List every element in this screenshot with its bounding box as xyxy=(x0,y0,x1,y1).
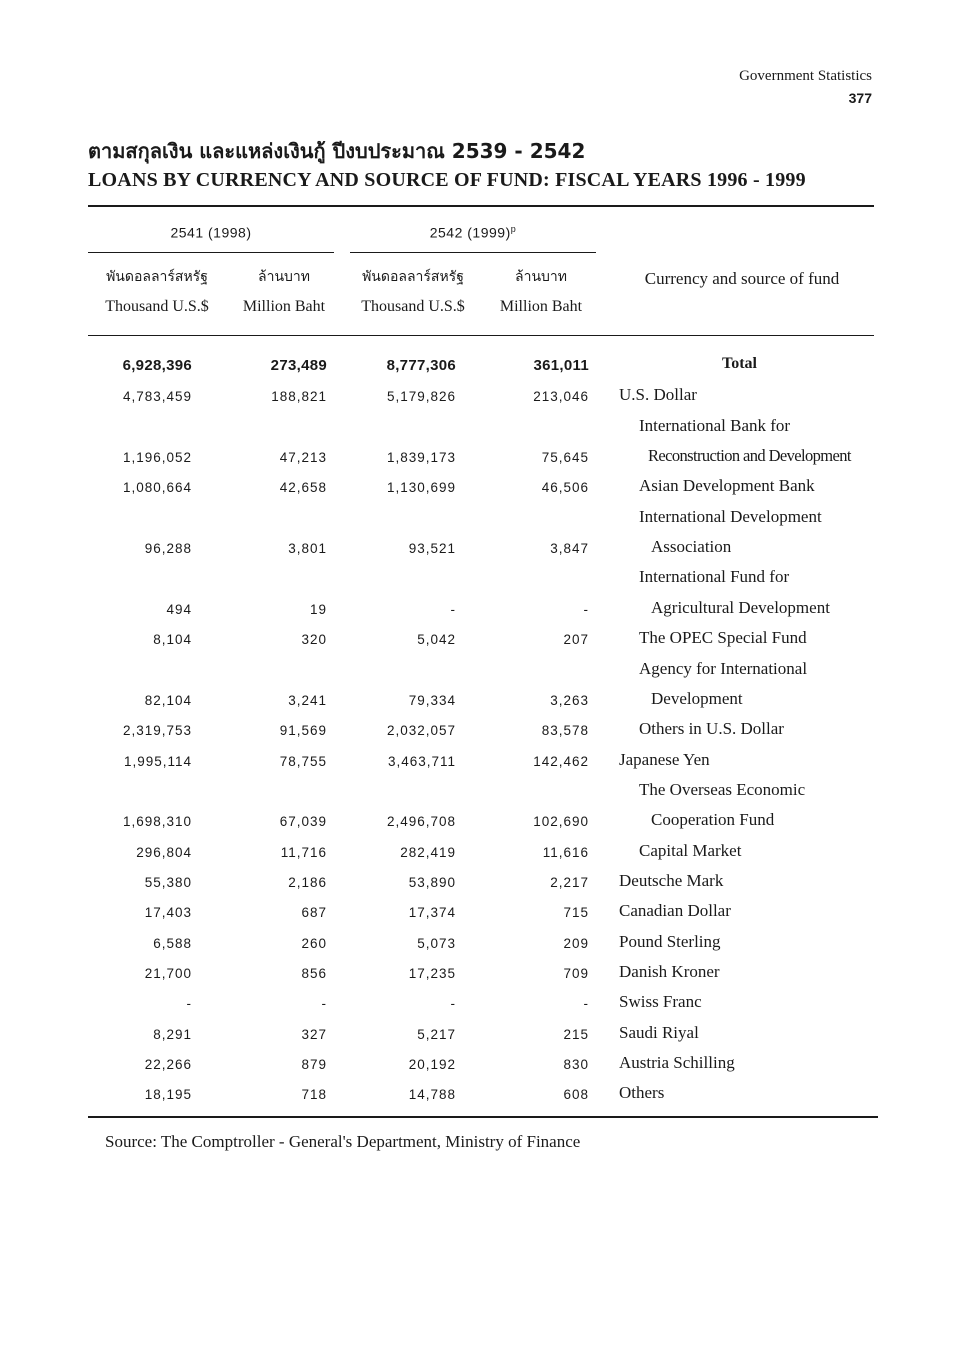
table-row-label: Agricultural Development xyxy=(651,598,830,617)
table-cell-value: 207 xyxy=(563,632,589,647)
table-cell-value: 3,263 xyxy=(550,693,589,708)
table-cell-value: 608 xyxy=(563,1087,589,1102)
table-row-label: International Bank for xyxy=(639,416,791,435)
table-cell-value: 46,506 xyxy=(541,480,589,495)
table-cell-value: - xyxy=(186,996,192,1011)
table-cell-value: 1,995,114 xyxy=(123,754,192,769)
table-cell-value: 5,179,826 xyxy=(386,389,456,404)
table-cell-value: 14,788 xyxy=(408,1087,456,1102)
table-cell-value: 3,241 xyxy=(288,693,327,708)
table-row-label: Japanese Yen xyxy=(619,750,710,769)
table-cell-value: 83,578 xyxy=(541,723,589,738)
table-row-label: Deutsche Mark xyxy=(619,871,724,890)
table-cell-value: 47,213 xyxy=(279,450,327,465)
table-cell-value: 6,588 xyxy=(153,936,192,951)
table-cell-value: 53,890 xyxy=(408,875,456,890)
table-cell-value: 282,419 xyxy=(400,845,456,860)
table-cell-value: 5,042 xyxy=(417,632,456,647)
table-row-label: Development xyxy=(651,689,743,708)
table-cell-value: 1,839,173 xyxy=(386,450,456,465)
table-row-label: Association xyxy=(651,537,732,556)
table-cell-value: 17,235 xyxy=(408,966,456,981)
table-cell-value: 21,700 xyxy=(144,966,192,981)
table-cell-value: 142,462 xyxy=(533,754,589,769)
table-row-label-total: Total xyxy=(722,355,757,372)
table-cell-value: 11,716 xyxy=(280,845,327,860)
table-cell-value: - xyxy=(450,996,456,1011)
table-cell-value: 320 xyxy=(301,632,327,647)
year-label: 2542 (1999) xyxy=(429,224,511,241)
header-body-rule xyxy=(88,335,874,336)
column-header-thai: ล้านบาท xyxy=(515,269,567,285)
year-group-header-1998 xyxy=(88,224,334,241)
table-cell-value: 718 xyxy=(301,1087,327,1102)
table-cell-value: 361,011 xyxy=(533,357,589,374)
table-cell-value: 1,080,664 xyxy=(122,480,192,495)
table-cell-value: 8,104 xyxy=(153,632,192,647)
table-cell-value: 3,463,711 xyxy=(387,754,456,769)
table-cell-value: - xyxy=(321,996,327,1011)
table-cell-value: 5,217 xyxy=(417,1027,456,1042)
table-row-label: Others xyxy=(619,1083,665,1102)
table-row-label: Austria Schilling xyxy=(619,1053,735,1072)
source-note: Source: The Comptroller - General's Department, Ministry of Finance xyxy=(105,1132,581,1151)
column-header-million-baht-1999 xyxy=(482,262,600,322)
column-header-thai: พันดอลลาร์สหรัฐ xyxy=(106,269,208,285)
table-cell-value: 709 xyxy=(563,966,589,981)
column-header-thousand-usd-1999 xyxy=(346,262,480,322)
table-cell-value: 79,334 xyxy=(408,693,456,708)
table-row-label: International Fund for xyxy=(639,567,790,586)
column-header-english: Thousand U.S.$ xyxy=(105,298,209,315)
table-cell-value: 42,658 xyxy=(279,480,327,495)
column-header-thousand-usd-1998 xyxy=(86,262,228,322)
page-number: 377 xyxy=(848,90,872,106)
table-cell-value: 17,374 xyxy=(408,905,456,920)
table-cell-value: 67,039 xyxy=(279,814,327,829)
table-cell-value: 296,804 xyxy=(136,845,192,860)
table-cell-value: 82,104 xyxy=(144,693,192,708)
table-title-thai: ตามสกุลเงิน และแหล่งเงินกู้ ปีงบประมาณ 2539 - 2542 xyxy=(88,139,586,163)
table-cell-value: 1,130,699 xyxy=(386,480,456,495)
running-header-title: Government Statistics xyxy=(739,68,872,84)
table-row-label: Others in U.S. Dollar xyxy=(639,719,784,738)
table-cell-value: 1,698,310 xyxy=(122,814,192,829)
table-cell-value: - xyxy=(583,996,589,1011)
table-row-label: Canadian Dollar xyxy=(619,901,731,920)
table-cell-value: 213,046 xyxy=(533,389,589,404)
table-cell-value: 19 xyxy=(309,602,327,617)
preliminary-marker: p xyxy=(510,224,517,234)
table-row-label: Agency for International xyxy=(639,659,808,678)
table-top-rule xyxy=(88,205,874,207)
table-row-label: Reconstruction and Development xyxy=(648,446,851,465)
table-row-label: Saudi Riyal xyxy=(619,1023,699,1042)
table-cell-value: 2,496,708 xyxy=(386,814,456,829)
table-row-label: Swiss Franc xyxy=(619,992,702,1011)
table-cell-value: - xyxy=(450,602,456,617)
table-row-label: Capital Market xyxy=(639,841,742,860)
column-header-currency-source: Currency and source of fund xyxy=(644,269,840,288)
table-cell-value: 55,380 xyxy=(144,875,192,890)
table-cell-value: 78,755 xyxy=(279,754,327,769)
column-header-thai: ล้านบาท xyxy=(258,269,310,285)
table-cell-value: 2,319,753 xyxy=(122,723,192,738)
table-cell-value: 96,288 xyxy=(144,541,192,556)
table-cell-value: 22,266 xyxy=(144,1057,192,1072)
table-cell-value: 830 xyxy=(563,1057,589,1072)
table-cell-value: 17,403 xyxy=(144,905,192,920)
column-header-million-baht-1998 xyxy=(228,262,340,322)
table-cell-value: 1,196,052 xyxy=(122,450,192,465)
table-row-label: Danish Kroner xyxy=(619,962,720,981)
table-cell-value: 75,645 xyxy=(541,450,589,465)
table-cell-value: 209 xyxy=(563,936,589,951)
table-cell-value: 8,291 xyxy=(153,1027,192,1042)
table-row-label: Pound Sterling xyxy=(619,932,721,951)
table-bottom-rule xyxy=(88,1116,878,1118)
year-group-header-1999 xyxy=(350,224,596,241)
table-cell-value: 6,928,396 xyxy=(122,357,192,374)
table-cell-value: 91,569 xyxy=(279,723,327,738)
table-row-label: Asian Development Bank xyxy=(639,476,815,495)
table-cell-value: 93,521 xyxy=(408,541,456,556)
table-cell-value: 3,847 xyxy=(550,541,589,556)
table-cell-value: 2,217 xyxy=(550,875,589,890)
year-label: 2541 (1998) xyxy=(170,224,252,241)
table-cell-value: 2,032,057 xyxy=(386,723,456,738)
table-cell-value: 8,777,306 xyxy=(386,357,456,374)
table-cell-value: 687 xyxy=(301,905,327,920)
table-cell-value: 5,073 xyxy=(417,936,456,951)
column-header-english: Million Baht xyxy=(499,298,583,315)
table-cell-value: 494 xyxy=(166,602,192,617)
table-cell-value: 856 xyxy=(301,966,327,981)
year-group-rule-1999 xyxy=(350,252,596,253)
year-group-rule-1998 xyxy=(88,252,334,253)
table-cell-value: 102,690 xyxy=(533,814,589,829)
table-row-label: The OPEC Special Fund xyxy=(639,628,807,647)
table-cell-value: 715 xyxy=(563,905,589,920)
table-row-label: The Overseas Economic xyxy=(639,780,806,799)
table-cell-value: 327 xyxy=(301,1027,327,1042)
table-cell-value: 3,801 xyxy=(288,541,327,556)
table-title-english: LOANS BY CURRENCY AND SOURCE OF FUND: FISCAL YEARS 1996 - 1999 xyxy=(88,169,806,191)
table-cell-value: 18,195 xyxy=(144,1087,192,1102)
table-row-label: International Development xyxy=(639,507,822,526)
table-cell-value: 879 xyxy=(301,1057,327,1072)
column-header-thai: พันดอลลาร์สหรัฐ xyxy=(362,269,464,285)
table-row-label: Cooperation Fund xyxy=(651,810,775,829)
table-cell-value: 188,821 xyxy=(271,389,327,404)
table-cell-value: - xyxy=(583,602,589,617)
table-cell-value: 4,783,459 xyxy=(122,389,192,404)
table-cell-value: 2,186 xyxy=(288,875,327,890)
column-header-english: Thousand U.S.$ xyxy=(361,298,465,315)
table-cell-value: 20,192 xyxy=(408,1057,456,1072)
table-cell-value: 273,489 xyxy=(270,357,327,374)
table-cell-value: 11,616 xyxy=(542,845,589,860)
table-row-label: U.S. Dollar xyxy=(619,385,697,404)
table-cell-value: 260 xyxy=(301,936,327,951)
table-cell-value: 215 xyxy=(563,1027,589,1042)
column-header-english: Million Baht xyxy=(242,298,326,315)
